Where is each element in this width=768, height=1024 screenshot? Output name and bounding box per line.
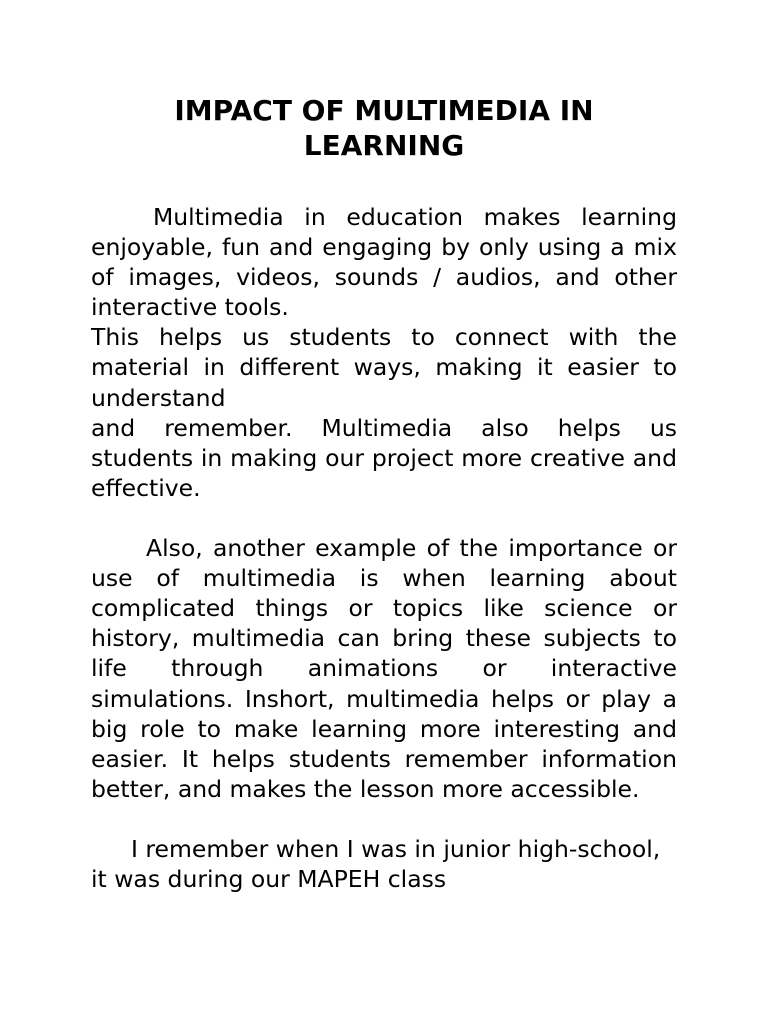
paragraph-gap [91,804,677,834]
document-body [91,202,677,894]
paragraph-example: Also, another example of the importance or use of multimedia is when learning about complicated things or topics like science or history, multimedia can bring these subjects to life through animations or interactive simulations. Inshort, multimedia helps or play a big role to make learning more interesting and easier. It helps students remember information better, and makes the lesson more accessible. [91,534,677,803]
document-title: IMPACT OF MULTIMEDIA IN LEARNING [174,94,594,162]
paragraph-intro: Multimedia in education makes learning enjoyable, fun and engaging by only using a mix of images, videos, sounds / audios, and other interactive tools. [91,203,677,322]
paragraph-remember: and remember. Multimedia also helps us students in making our project more creative and effective. [91,413,677,502]
paragraph-connect: This helps us students to connect with the material in different ways, making it easier to understand [91,323,677,412]
paragraph-gap [91,503,677,533]
paragraph-memory: I remember when I was in junior high-school, it was during our MAPEH class [91,834,661,894]
